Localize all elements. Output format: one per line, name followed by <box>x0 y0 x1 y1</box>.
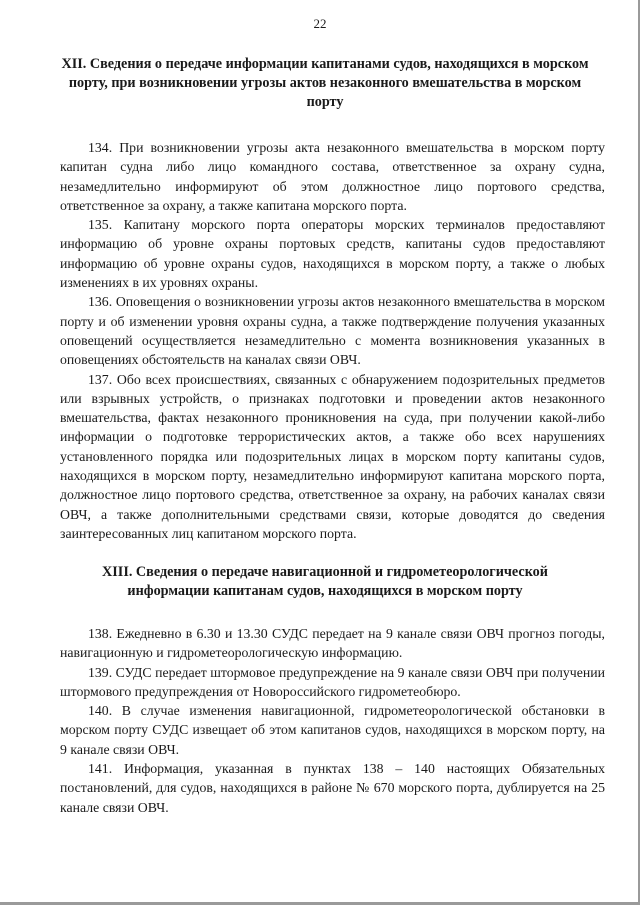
section-12-body <box>60 138 605 543</box>
paragraph-135: 135. Капитану морского порта операторы морских терминалов предоставляют информацию об уровне охраны портовых средств, капитаны судов предоставляют информацию об уровне охраны судов, находящихся в морском порту, а также о любых изменениях в их уровнях охраны. <box>60 217 605 291</box>
paragraph-136: 136. Оповещения о возникновении угрозы актов незаконного вмешательства в морском порту и об изменении уровня охраны судна, а также подтверждение получения указанных оповещений осуществляется незамедлительно с момента возникновения указанных в оповещениях обстоятельств на каналах связи ОВЧ. <box>60 294 605 368</box>
section-12-heading: XII. Сведения о передаче информации капитанами судов, находящихся в морском порту, при возникновении угрозы актов незаконного вмешательства в морском порту <box>61 56 589 110</box>
paragraph-138: 138. Ежедневно в 6.30 и 13.30 СУДС передает на 9 канале связи ОВЧ прогноз погоды, навигационную и гидрометеорологическую информацию. <box>60 626 605 661</box>
paragraph-139: 139. СУДС передает штормовое предупреждение на 9 канале связи ОВЧ при получении штормового предупреждения от Новороссийского гидрометеобюро. <box>60 664 605 699</box>
page-number: 22 <box>313 16 327 31</box>
paragraph-137: 137. Обо всех происшествиях, связанных с обнаружением подозрительных предметов или взрывных устройств, о признаках подготовки и проведении актов незаконного вмешательства, фактах незаконного проникновения на суда, при получении какой-либо информации о подготовке террористических актов, а также обо всех нарушениях установленного порядка или подозрительных лицах в морском порту капитаны судов, находящихся в морском порту, незамедлительно информируют капитана морского порта, должностное лицо портового средства, ответственное за охрану, на рабочих каналах связи ОВЧ, а также дополнительными средствами связи, которые доводятся до сведения заинтересованных лиц капитаном морского порта. <box>60 371 605 541</box>
paragraph-140: 140. В случае изменения навигационной, гидрометеорологической обстановки в морском порту СУДС извещает об этом капитанов судов, находящихся в морском порту, на 9 канале связи ОВЧ. <box>60 703 605 757</box>
paragraph-134: 134. При возникновении угрозы акта незаконного вмешательства в морском порту капитан судна либо лицо командного состава, ответственное за охрану судна, незамедлительно информируют об этом должностное лицо портового средства, ответственное за охрану, а также капитана морского порта. <box>60 140 605 213</box>
section-13-body <box>60 624 605 817</box>
section-13-heading: XIII. Сведения о передаче навигационной и гидрометеорологической информации капитанам судов, находящихся в морском порту <box>102 564 548 599</box>
paragraph-141: 141. Информация, указанная в пунктах 138 – 140 настоящих Обязательных постановлений, для судов, находящихся в районе № 670 морского порта, дублируется на 25 канале связи ОВЧ. <box>60 761 605 815</box>
